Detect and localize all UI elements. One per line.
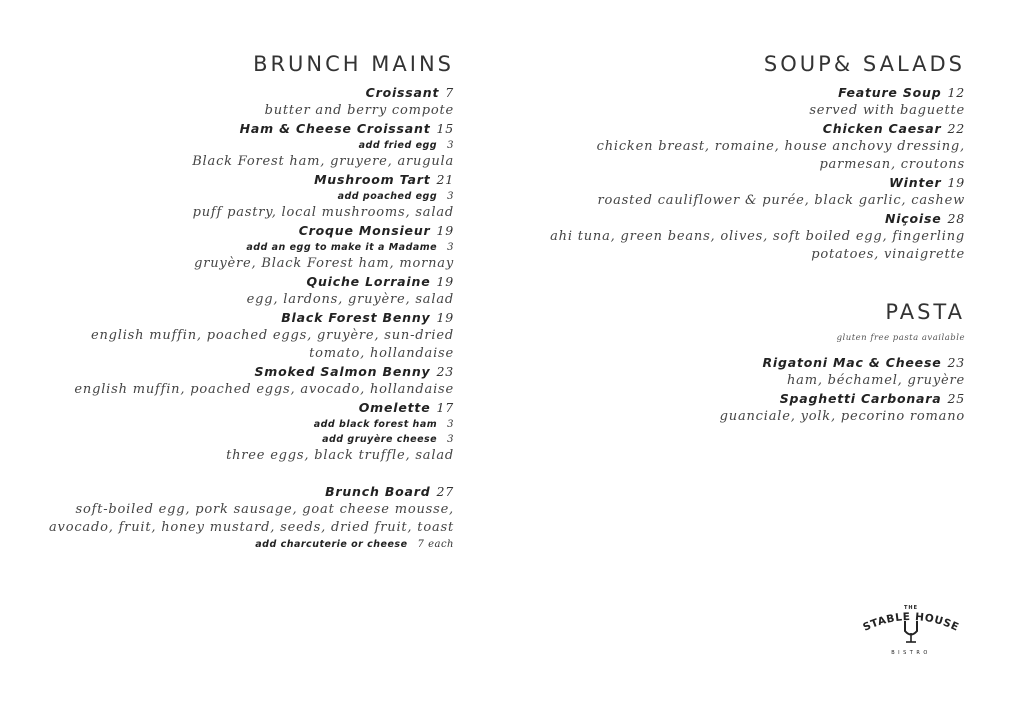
logo-main-text: STABLE HOUSE <box>861 610 961 634</box>
addon-line <box>40 189 454 204</box>
item-name-line <box>40 273 454 291</box>
addon-price: 3 <box>447 191 454 202</box>
item-name-line <box>540 120 965 138</box>
right-column <box>540 50 965 426</box>
item-name-line <box>40 309 454 327</box>
brunch-mains-title: BRUNCH MAINS <box>253 52 454 76</box>
item-description: parmesan, croutons <box>819 157 965 172</box>
item-name: Niçoise <box>884 211 942 226</box>
item-name-line <box>40 84 454 102</box>
addon-label: add an egg to make it a Madame <box>246 242 438 253</box>
item-description: english muffin, poached eggs, gruyère, sun-dried <box>90 328 454 343</box>
menu-item-croissant <box>40 84 454 120</box>
addon-label: add charcuterie or cheese <box>255 539 408 550</box>
item-name-line <box>540 84 965 102</box>
item-price: 27 <box>436 484 454 499</box>
item-name: Croque Monsieur <box>298 223 431 238</box>
stable-house-logo <box>855 602 967 660</box>
item-name-line <box>40 171 454 189</box>
item-name: Omelette <box>358 400 431 415</box>
pasta-note: gluten free pasta available <box>836 333 965 343</box>
item-name: Black Forest Benny <box>281 310 431 325</box>
menu-item-brunch-board <box>40 483 454 552</box>
item-description: butter and berry compote <box>264 103 454 118</box>
item-name-line <box>540 174 965 192</box>
menu-item-croque-monsieur <box>40 222 454 273</box>
item-name-line <box>540 390 965 408</box>
item-price: 23 <box>436 364 454 379</box>
item-description: puff pastry, local mushrooms, salad <box>192 205 454 220</box>
brunch-items-list <box>40 84 454 465</box>
item-description: served with baguette <box>809 103 965 118</box>
logo-top-text: THE <box>903 605 919 611</box>
item-name-line <box>40 222 454 240</box>
menu-item-mushroom-tart <box>40 171 454 222</box>
addon-price: 3 <box>447 434 454 445</box>
menu-item-chicken-caesar <box>540 120 965 174</box>
addon-label: add black forest ham <box>313 419 438 430</box>
menu-item-winter <box>540 174 965 210</box>
item-name-line <box>40 120 454 138</box>
logo-bottom-text: BISTRO <box>891 650 931 656</box>
item-description: roasted cauliflower & purée, black garlic, cashew <box>597 193 965 208</box>
item-price: 7 <box>445 85 454 100</box>
item-name-line <box>540 210 965 228</box>
soup-salads-list <box>540 84 965 264</box>
item-price: 12 <box>947 85 965 100</box>
item-name: Smoked Salmon Benny <box>254 364 431 379</box>
menu-item-omelette <box>40 399 454 465</box>
item-description: soft-boiled egg, pork sausage, goat cheese mousse, <box>75 502 454 517</box>
addon-price: 3 <box>447 140 454 151</box>
item-price: 25 <box>947 391 965 406</box>
item-description: Black Forest ham, gruyere, arugula <box>192 154 454 169</box>
item-name: Brunch Board <box>325 484 431 499</box>
item-price: 22 <box>947 121 965 136</box>
item-price: 19 <box>947 175 965 190</box>
item-price: 19 <box>436 223 454 238</box>
item-name-line <box>540 354 965 372</box>
item-description: potatoes, vinaigrette <box>811 247 965 262</box>
item-price: 15 <box>436 121 454 136</box>
menu-item-spaghetti-carbonara <box>540 390 965 426</box>
item-name: Rigatoni Mac & Cheese <box>762 355 942 370</box>
item-name: Winter <box>889 175 942 190</box>
item-description: ahi tuna, green beans, olives, soft boiled egg, fingerling <box>550 229 965 244</box>
menu-item-nicoise <box>540 210 965 264</box>
menu-item-ham-cheese-croissant <box>40 120 454 171</box>
item-name: Quiche Lorraine <box>306 274 431 289</box>
pasta-title: PASTA <box>885 300 965 324</box>
item-name-line <box>40 399 454 417</box>
item-description: guanciale, yolk, pecorino romano <box>719 409 965 424</box>
item-description: english muffin, poached eggs, avocado, hollandaise <box>74 382 454 397</box>
item-description: egg, lardons, gruyère, salad <box>246 292 454 307</box>
item-price: 28 <box>947 211 965 226</box>
item-price: 21 <box>436 172 454 187</box>
item-description: three eggs, black truffle, salad <box>226 448 454 463</box>
item-name: Feature Soup <box>838 85 942 100</box>
item-name: Ham & Cheese Croissant <box>239 121 431 136</box>
menu-item-feature-soup <box>540 84 965 120</box>
addon-line <box>40 417 454 432</box>
section-spacer <box>40 465 454 483</box>
item-name: Mushroom Tart <box>314 172 431 187</box>
item-description: tomato, hollandaise <box>309 346 454 361</box>
item-name: Spaghetti Carbonara <box>779 391 942 406</box>
brunch-mains-section <box>40 50 454 552</box>
item-name: Chicken Caesar <box>822 121 942 136</box>
addon-label: add poached egg <box>337 191 438 202</box>
item-name-line <box>40 363 454 381</box>
item-price: 19 <box>436 274 454 289</box>
menu-item-black-forest-benny <box>40 309 454 363</box>
addon-label: add fried egg <box>358 140 438 151</box>
addon-price: 7 each <box>417 539 454 550</box>
addon-line <box>40 240 454 255</box>
item-description: avocado, fruit, honey mustard, seeds, dried fruit, toast <box>49 520 454 535</box>
menu-item-smoked-salmon-benny <box>40 363 454 399</box>
menu-item-rigatoni-mac-cheese <box>540 354 965 390</box>
addon-line <box>40 432 454 447</box>
addon-price: 3 <box>447 419 454 430</box>
item-price: 17 <box>436 400 454 415</box>
item-price: 23 <box>947 355 965 370</box>
soup-salads-title: SOUP& SALADS <box>763 52 965 76</box>
item-description: ham, béchamel, gruyère <box>786 373 965 388</box>
item-price: 19 <box>436 310 454 325</box>
addon-price: 3 <box>447 242 454 253</box>
item-description: gruyère, Black Forest ham, mornay <box>194 256 454 271</box>
menu-item-quiche-lorraine <box>40 273 454 309</box>
addon-label: add gruyère cheese <box>322 434 438 445</box>
addon-line <box>40 138 454 153</box>
item-name: Croissant <box>365 85 440 100</box>
pasta-list <box>540 354 965 426</box>
item-description: chicken breast, romaine, house anchovy dressing, <box>596 139 965 154</box>
